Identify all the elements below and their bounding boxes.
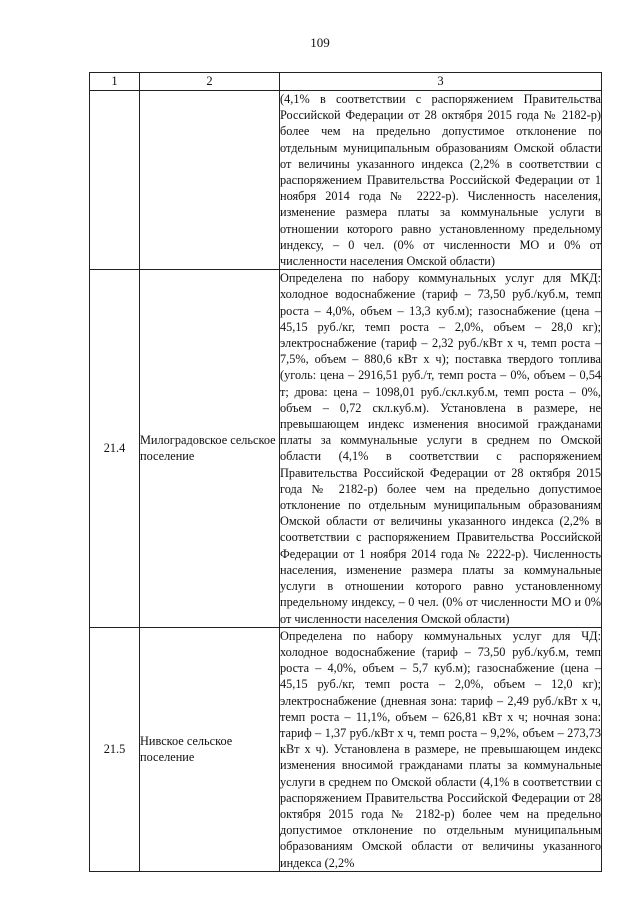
page-number: 109 — [310, 35, 330, 50]
table-header-row — [90, 73, 602, 91]
tariff-table — [89, 72, 602, 872]
row-description: Определена по набору коммунальных услуг для МКД: холодное водоснабжение (тариф – 73,50 руб./куб.м, темп роста – 4,0%, объем – 13,3 куб.м); газоснабжение (цена – 45,15 руб./кг, темп роста – 2,0%, объем – 28,0 кг); электроснабжение (тариф – 2,32 руб./кВт х ч, темп роста – 7,5%, объем – 880,6 кВт х ч); поставка твердого топлива (уголь: цена – 2916,51 руб./т, темп роста – 0%, объем – 0,54 т; дрова: цена – 1098,01 руб./скл.куб.м, темп роста – 0%, объем – 0,72 скл.куб.м). Установлена в размере, не превышающем индекс изменения вносимой гражданами платы за коммунальные услуги в среднем по Омской области (4,1% в соответствии с распоряжением Правительства Российской Федерации от 28 октября 2015 года № 2182-р) более чем на предельно допустимое отклонение по отдельным муниципальным образованиям Омской области от величины указанного индекса (2,2% в соответствии с распоряжением Правительства Российской Федерации от 1 ноября 2014 года № 2222-р). Численность населения, изменение размера платы за коммунальные услуги в отношении которого равно установленному предельному индексу, – 0 чел. (0% от численности МО и 0% от численности населения Омской области) — [280, 271, 601, 626]
row-name-cell — [140, 91, 280, 270]
table-row-continuation — [90, 91, 602, 270]
row-description-cell — [280, 91, 602, 270]
row-description: Определена по набору коммунальных услуг для ЧД: холодное водоснабжение (тариф – 73,50 руб./куб.м, темп роста – 4,0%, объем – 5,7 куб.м); газоснабжение (цена – 45,15 руб./кг, темп роста – 2,0%, объем – 12,0 кг); электроснабжение (дневная зона: тариф – 2,49 руб./кВт х ч, темп роста – 11,1%, объем – 626,81 кВт х ч; ночная зона: тариф – 1,37 руб./кВт х ч, темп роста – 9,2%, объем – 273,73 кВт х ч). Установлена в размере, не превышающем индекс изменения вносимой гражданами платы за коммунальные услуги в среднем по Омской области (4,1% в соответствии с распоряжением Правительства Российской Федерации от 28 октября 2015 года № 2182-р) более чем на предельно допустимое отклонение по отдельным муниципальным образованиям Омской области от величины указанного индекса (2,2% — [280, 628, 601, 870]
row-number: 21.4 — [90, 270, 140, 627]
row-settlement-name: Нивское сельское поселение — [140, 627, 280, 871]
continuation-text: (4,1% в соответствии с распоряжением Правительства Российской Федерации от 28 октября 2015 года № 2182-р) более чем на предельно допустимое отклонение по отдельным муниципальным образованиям Омской области от величины указанного индекса (2,2% в соответствии с распоряжением Правительства Российской Федерации от 1 ноября 2014 года № 2222-р). Численность населения, изменение размера платы за коммунальные услуги в отношении которого равно установленному предельному индексу, – 0 чел. (0% от численности МО и 0% от численности населения Омской области) — [280, 92, 601, 269]
row-description-cell — [280, 627, 602, 871]
header-col-3: 3 — [280, 73, 602, 91]
header-col-2: 2 — [140, 73, 280, 91]
header-col-1: 1 — [90, 73, 140, 91]
table-row — [90, 627, 602, 871]
row-description-cell — [280, 270, 602, 627]
row-number: 21.5 — [90, 627, 140, 871]
row-number-cell — [90, 91, 140, 270]
table-row — [90, 270, 602, 627]
row-settlement-name: Милоградовское сельское поселение — [140, 270, 280, 627]
